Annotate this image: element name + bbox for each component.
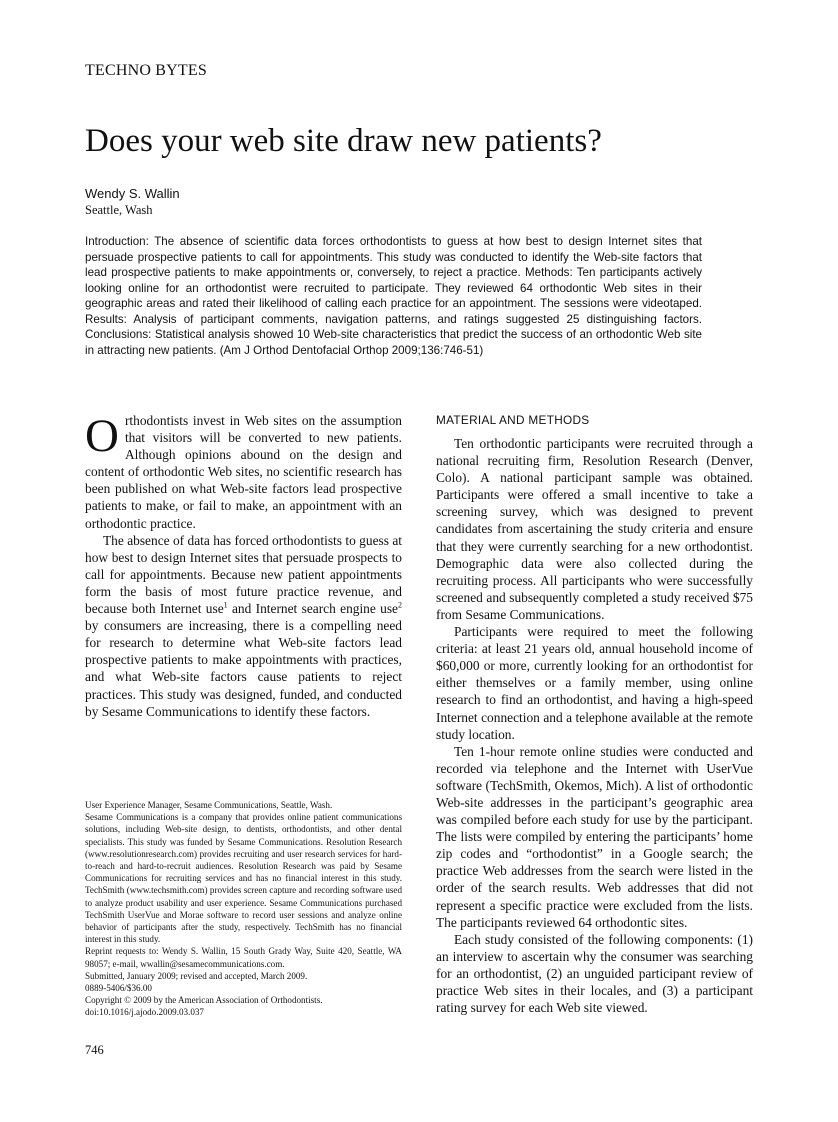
author-name: Wendy S. Wallin (85, 186, 180, 201)
abstract: Introduction: The absence of scientific data forces orthodontists to guess at how best to design Internet sites that persuade prospective patients to call for appointments. This study was conducted to identify the Web-site factors that lead prospective patients to make appointments or, conversely, to reject a practice. Methods: Ten participants actively looking online for an orthodontist were recruited to participate. They reviewed 64 orthodontic Web sites in their geographic areas and rated their likelihood of calling each practice for an appointment. The sessions were videotaped. Results: Analysis of participant comments, navigation patterns, and ratings suggested 25 distinguishing factors. Conclusions: Statistical analysis showed 10 Web-site characteristics that predict the success of an orthodontic Web site in attracting new patients. (Am J Orthod Dentofacial Orthop 2009;136:746-51) (85, 235, 702, 357)
section-label: TECHNO BYTES (85, 62, 207, 79)
methods-heading: MATERIAL AND METHODS (436, 413, 590, 427)
page-number: 746 (85, 1043, 104, 1057)
article-title: Does your web site draw new patients? (85, 123, 602, 159)
intro-paragraph-1: Orthodontists invest in Web sites on the assumption that visitors will be converted to new patients. Although opinions abound on the design and content of orthodontic Web sites, no scientific research has been published on what Web-site factors lead prospective patients to make, or fail to make, an appointment with an orthodontic practice. (85, 410, 402, 531)
author-affiliation: Seattle, Wash (85, 203, 153, 217)
footnote-role: User Experience Manager, Sesame Communications, Seattle, Wash. (85, 800, 333, 810)
footnote-copyright: Copyright © 2009 by the American Association of Orthodontists. (85, 995, 323, 1006)
methods-paragraph: Ten orthodontic participants were recruited through a national recruiting firm, Resolution Research (Denver, Colo). A national participant sample was obtained. Participants were offered a small incentive to take a screening survey, which was designed to prevent candidates from ascertaining the study criteria and ensure that they were currently searching for a new orthodontist. Demographic data were also collected during the recruiting process. All participants who were successfully screened and subsequently completed a study received $75 from Sesame Communications. (436, 436, 753, 622)
footnote-submitted: Submitted, January 2009; revised and accepted, March 2009. (85, 970, 308, 981)
drop-cap: O (85, 410, 119, 462)
intro-paragraph-2: The absence of data has forced orthodontists to guess at how best to design Internet sites that persuade prospects to call for appointments. Because new patient appointments form the basis of most future practice revenue, and because both Internet use$^1$ and Internet search engine use$^2$ by consumers are increasing, there is a compelling need for research to determine what Web-site factors lead prospective patients to make appointments with practices, and what Web-site factors cause patients to reject practices. This study was designed, funded, and conducted by Sesame Communications to identify these factors. (85, 532, 402, 719)
intro-column (85, 412, 402, 720)
citation-2[interactable]: 2 (398, 600, 402, 610)
footnote-reprint: Reprint requests to: Wendy S. Wallin, 15 South Grady Way, Suite 420, Seattle, WA 98057; e-mail, wwallin@sesamecommunications.com. (85, 946, 402, 969)
footnote-block (85, 799, 402, 1019)
citation-1[interactable]: 1 (223, 600, 228, 610)
footnote-issn: 0889-5406/$36.00 (85, 983, 152, 994)
footnote-disclosure: Sesame Communications is a company that provides online patient communications solutions, including Web-site design, to dentists, orthodontists, and other dental specialists. This study was funded by Sesame Communications. Resolution Research (www.resolutionresearch.com) provides recruiting and user research services for hard-to-reach and hard-to-recruit audiences. Resolution Research was paid by Sesame Communications for recruiting services and has no financial interest in this study. TechSmith (www.techsmith.com) provides screen capture and recording software used to analyze product usability and user experience. Sesame Communications purchased TechSmith UserVue and Morae software to record user sessions and analyze online behavior of participants after the study, respectively. TechSmith has no financial interest in this study. (85, 812, 402, 945)
methods-paragraph: Ten 1-hour remote online studies were conducted and recorded via telephone and the Internet with UserVue software (TechSmith, Okemos, Mich). A list of orthodontic Web-site addresses in the participant’s geographic area was compiled before each study for use by the participant. The lists were compiled by entering the participants’ home zip codes and “orthodontist” in a Google search; the practice Web addresses from the search were listed in the order of the search results. Web addresses that did not represent a specific practice were excluded from the lists. The participants reviewed 64 orthodontic sites. (436, 743, 753, 930)
footnote-doi[interactable]: doi:10.1016/j.ajodo.2009.03.037 (85, 1007, 204, 1018)
methods-paragraph: Participants were required to meet the following criteria: at least 21 years old, annual household income of $60,000 or more, currently looking for an orthodontist for either themselves or a family member, using online research to find an orthodontist, and having a high-speed Internet connection and a telephone available at the remote study location. (436, 624, 753, 742)
methods-paragraph: Each study consisted of the following components: (1) an interview to ascertain why the consumer was searching for an orthodontist, (2) an unguided participant review of practice Web sites in their locales, and (3) a participant rating survey for each Web site viewed. (436, 931, 753, 1016)
methods-column (436, 435, 753, 1016)
